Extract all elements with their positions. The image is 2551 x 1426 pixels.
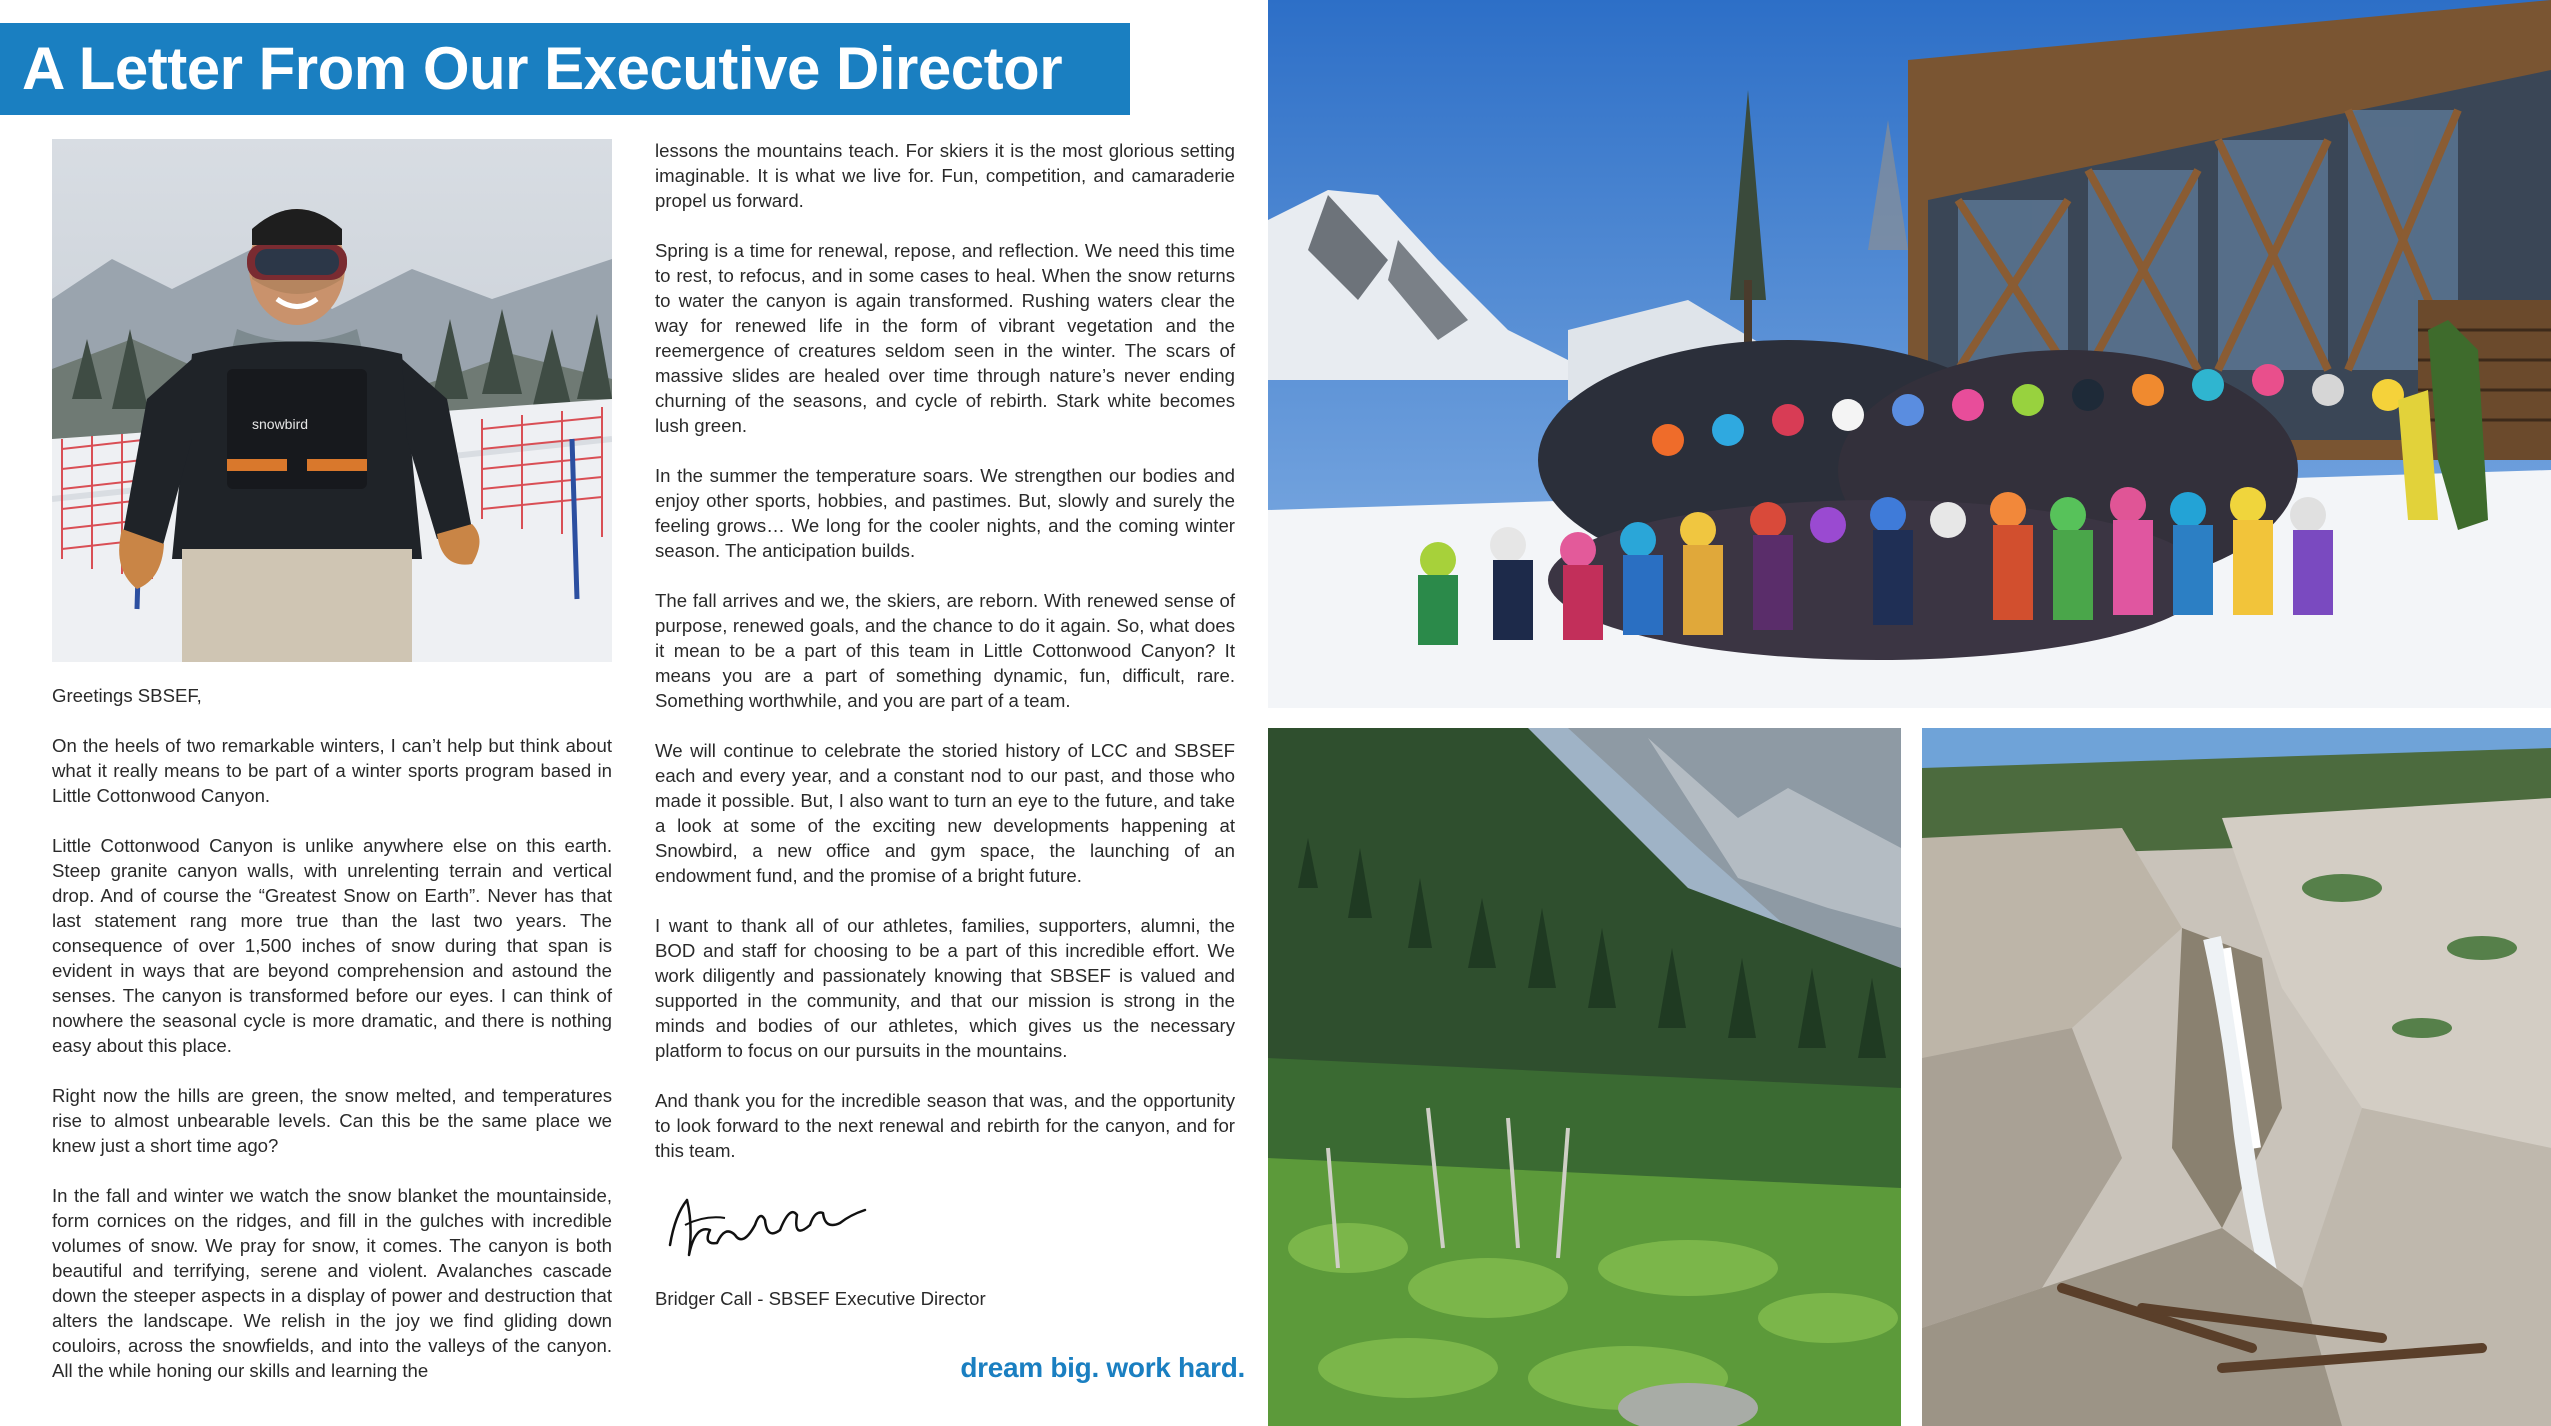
letter-paragraph: On the heels of two remarkable winters, I can’t help but think about what it really means to be part of a winter sports program based in Little Cottonwood Canyon.	[52, 735, 612, 806]
forest-valley-photo	[1268, 728, 1901, 1426]
letter-paragraph: In the summer the temperature soars. We strengthen our bodies and enjoy other sports, hobbies, and pastimes. But, slowly and surely the feeling grows… We long for the cooler nights, and the coming winter season. The anticipation builds.	[655, 465, 1235, 561]
letter-paragraph: The fall arrives and we, the skiers, are reborn. With renewed sense of purpose, renewed goals, and the chance to do it again. So, what does it mean to be a part of this team in Little Cottonwood Canyon? It means you are a part of something dynamic, fun, difficult, rare. Something worthwhile, and you are part of a team.	[655, 590, 1235, 711]
waterfall-photo	[1922, 728, 2551, 1426]
letter-paragraph: Little Cottonwood Canyon is unlike anywhere else on this earth. Steep granite canyon walls, with unrelenting terrain and vertical drop. And of course the “Greatest Snow on Earth”. Never has that last statement rang more true than the last two years. The consequence of over 1,500 inches of snow during that span is evident in ways that are beyond comprehension and astound the senses. The canyon is transformed before our eyes. I can think of nowhere the seasonal cycle is more dramatic, and there is nothing easy about this place.	[52, 835, 612, 1056]
letter-paragraph: Right now the hills are green, the snow melted, and temperatures rise to almost unbearable levels. Can this be the same place we knew just a short time ago?	[52, 1085, 612, 1156]
letter-paragraph: I want to thank all of our athletes, families, supporters, alumni, the BOD and staff for choosing to be a part of this incredible effort. We work diligently and passionately knowing that SBSEF is valued and supported in the community, and that our mission is strong in the minds and bodies of our athletes, which gives us the necessary platform to focus on our pursuits in the mountains.	[655, 915, 1235, 1061]
letter-paragraph: And thank you for the incredible season that was, and the opportunity to look forward to the next renewal and rebirth for the canyon, and for this team.	[655, 1090, 1235, 1161]
header-bar	[0, 23, 1130, 115]
greeting: Greetings SBSEF,	[52, 685, 202, 706]
letter-paragraph: We will continue to celebrate the storied history of LCC and SBSEF each and every year, and a constant nod to our past, and those who made it possible. But, I also want to turn an eye to the future, and take a look at some of the exciting new developments happening at Snowbird, a new office and gym space, the launching of an endowment fund, and the promise of a bright future.	[655, 740, 1235, 886]
letter-column-left	[52, 683, 612, 1408]
letter-paragraph: Spring is a time for renewal, repose, and reflection. We need this time to rest, to refocus, and in some cases to heal. When the snow returns to water the canyon is again transformed. Rushing waters clear the way for renewed life in the form of vibrant vegetation and the reemergence of creatures seldom seen in the winter. The scars of massive slides are healed over time through nature’s never ending churning of the seasons, and cycle of rebirth. Stark white becomes lush green.	[655, 240, 1235, 436]
jacket-logo: snowbird	[252, 416, 309, 432]
letter-paragraph: In the fall and winter we watch the snow blanket the mountainside, form cornices on the ridges, and fill in the gulches with incredible volumes of snow. We pray for snow, it comes. The canyon is both beautiful and terrifying, serene and violent. Avalanches cascade down the steeper aspects in a display of power and destruction that alters the landscape. We relish in the joy we find gliding down couloirs, across the snowfields, and into the valleys of the canyon. All the while honing our skills and learning the	[52, 1185, 612, 1381]
letter-paragraph: lessons the mountains teach. For skiers it is the most glorious setting imaginable. It is what we live for. Fun, competition, and camaraderie propel us forward.	[655, 140, 1235, 211]
letter-column-right	[655, 138, 1235, 1188]
director-portrait-photo	[52, 139, 612, 662]
team-group-photo	[1268, 0, 2551, 708]
page-title: A Letter From Our Executive Director	[22, 35, 1063, 102]
tagline: dream big. work hard.	[960, 1352, 1245, 1383]
signature-image	[665, 1185, 875, 1275]
signer-name: Bridger Call - SBSEF Executive Director	[655, 1288, 986, 1309]
